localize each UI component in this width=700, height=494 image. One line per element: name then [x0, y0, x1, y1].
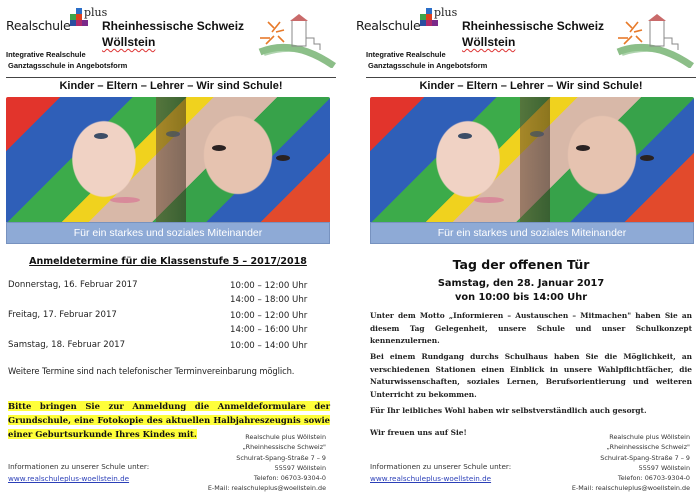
registration-title: Anmeldetermine für die Klassenstufe 5 – 2017/2018 [29, 256, 307, 267]
appointment-time: 10:00 – 14:00 Uhr [230, 341, 308, 351]
school-town: Wöllstein [462, 35, 516, 49]
castle-hill-icon [254, 8, 336, 68]
logo-square-navy [420, 20, 426, 26]
appointment-date: Samstag, 18. Februar 2017 [8, 340, 126, 350]
appointment-time: 14:00 – 16:00 Uhr [230, 324, 308, 335]
school-address [572, 432, 690, 494]
hero-photo-children [370, 97, 694, 225]
info-label: Informationen zu unserer Schule unter: [8, 462, 150, 471]
logo-plus: plus [84, 6, 108, 19]
appointment-time: 10:00 – 12:00 Uhr [230, 281, 308, 291]
more-dates-note: Weitere Termine sind nach telefonischer Terminvereinbarung möglich. [8, 366, 295, 376]
hero-photo-children [6, 97, 330, 225]
address-city: 55597 Wöllstein [274, 463, 326, 472]
school-logo [6, 6, 116, 32]
appointment-time: 14:00 – 18:00 Uhr [230, 294, 308, 305]
open-day-date: Samstag, den 28. Januar 2017 [437, 278, 605, 289]
flyer-page-open-day [350, 0, 700, 494]
paragraph-catering: Für Ihr leibliches Wohl haben wir selbstverständlich auch gesorgt. [370, 406, 647, 415]
castle-hill-icon [612, 8, 694, 68]
school-form: Ganztagsschule in Angebotsform [368, 61, 488, 70]
logo-square-navy [70, 20, 76, 26]
logo-square-purple [432, 20, 438, 26]
paragraph-welcome: Wir freuen uns auf Sie! [370, 428, 467, 437]
appointment-time: 10:00 – 12:00 Uhr [230, 311, 308, 321]
school-type: Integrative Realschule [6, 50, 86, 59]
appointment-date: Donnerstag, 16. Februar 2017 [8, 280, 138, 290]
header-divider [366, 77, 696, 78]
logo-wordmark: Realschule [356, 18, 421, 33]
open-day-datetime [350, 277, 692, 305]
address-line: Realschule plus Wöllstein [609, 433, 690, 441]
open-day-time: von 10:00 bis 14:00 Uhr [454, 292, 588, 303]
school-town: Wöllstein [102, 35, 156, 49]
slogan: Kinder – Eltern – Lehrer – Wir sind Schule! [59, 80, 283, 92]
photo-caption: Für ein starkes und soziales Miteinander [6, 222, 330, 244]
logo-square-purple [82, 20, 88, 26]
address-street: Schulrat-Spang-Straße 7 – 9 [600, 453, 690, 462]
address-line: Realschule plus Wöllstein [245, 433, 326, 441]
school-logo [356, 6, 466, 32]
address-phone: Telefon: 06703-9304-0 [617, 474, 690, 483]
address-email: E-Mail: realschuleplus@woellstein.de [207, 484, 326, 493]
address-city: 55597 Wöllstein [638, 463, 690, 472]
logo-plus: plus [434, 6, 458, 19]
address-line: „Rheinhessische Schweiz" [606, 443, 690, 452]
school-type: Integrative Realschule [366, 50, 446, 59]
logo-wordmark: Realschule [6, 18, 71, 33]
school-address [208, 432, 326, 494]
documents-notice-text: Bitte bringen Sie zur Anmeldung die Anmeldeformulare der Grundschule, eine Fotokopie des aktuellen Halbjahreszeugnis sowie einer Geburtsurkunde Ihres Kindes mit. [8, 401, 330, 439]
paragraph-tour: Bei einem Rundgang durchs Schulhaus haben Sie die Möglichkeit, an verschiedenen Stationen einen Einblick in unsere Wahlpflichtfächer, die Naturwissenschaften, soziales Lernen, Berufsorientierung und weiteren Unterricht zu bekommen. [370, 352, 692, 399]
photo-caption: Für ein starkes und soziales Miteinander [370, 222, 694, 244]
address-line: „Rheinhessische Schweiz" [242, 443, 326, 452]
slogan: Kinder – Eltern – Lehrer – Wir sind Schule! [419, 80, 643, 92]
appointment-date: Freitag, 17. Februar 2017 [8, 310, 117, 320]
website-link[interactable]: www.realschuleplus-woellstein.de [370, 474, 492, 483]
address-street: Schulrat-Spang-Straße 7 – 9 [236, 453, 326, 462]
header-divider [6, 77, 336, 78]
open-day-title: Tag der offenen Tür [452, 257, 590, 272]
info-label: Informationen zu unserer Schule unter: [370, 462, 512, 471]
school-name: Rheinhessische Schweiz [102, 19, 245, 33]
address-phone: Telefon: 06703-9304-0 [253, 474, 326, 483]
school-name: Rheinhessische Schweiz [462, 19, 605, 33]
school-form: Ganztagsschule in Angebotsform [8, 61, 128, 70]
website-link[interactable]: www.realschuleplus-woellstein.de [8, 474, 130, 483]
paragraph-motto: Unter dem Motto „Informieren – Austauschen – Mitmachen" haben Sie an diesem Tag Gelegenheit, unsere Schule und unser Schulkonzept kennenzulernen. [370, 311, 692, 346]
address-email: E-Mail: realschuleplus@woellstein.de [571, 484, 690, 493]
